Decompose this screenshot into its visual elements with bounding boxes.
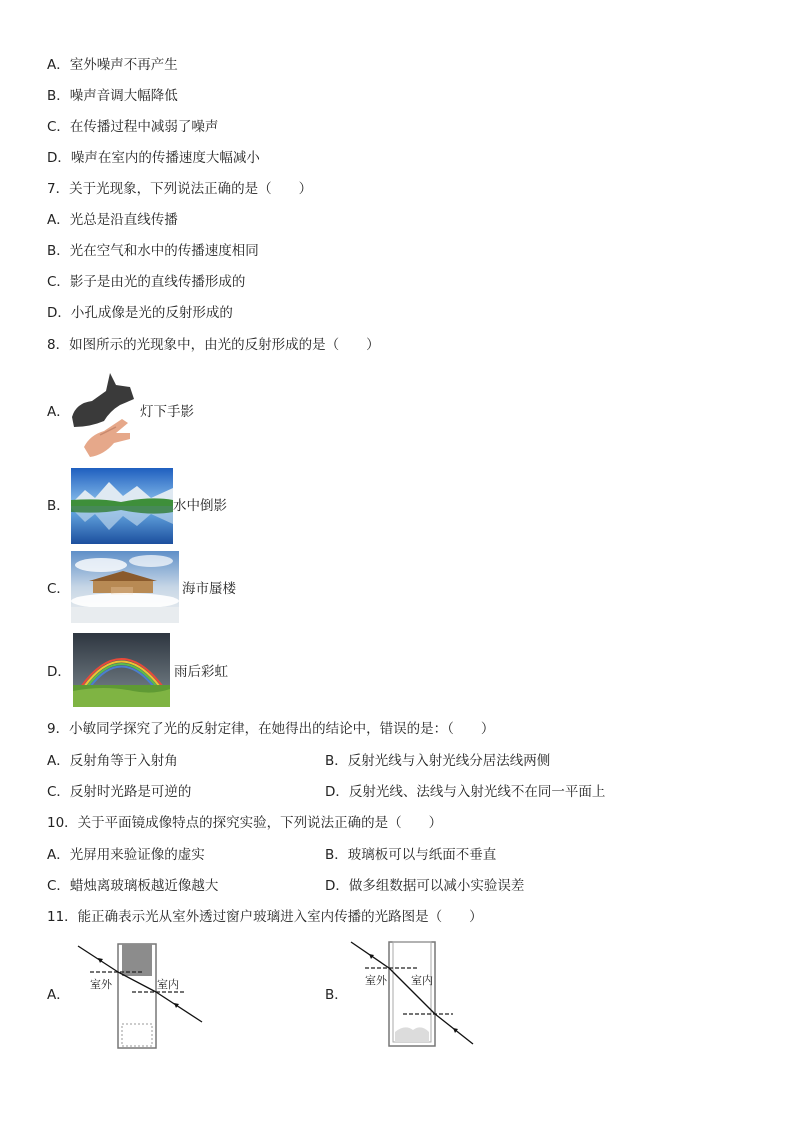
- q9-option-b: B．反射光线与入射光线分居法线两侧: [325, 753, 551, 769]
- q7-stem: 7．关于光现象，下列说法正确的是（ ）: [47, 181, 313, 197]
- q8-stem: 8．如图所示的光现象中，由光的反射形成的是（ ）: [47, 337, 380, 353]
- q6-option-a: A．室外噪声不再产生: [47, 57, 178, 73]
- q6-option-d: D．噪声在室内的传播速度大幅减小: [47, 150, 260, 166]
- q9-option-a: A．反射角等于入射角: [47, 753, 178, 769]
- q6-option-b: B．噪声音调大幅降低: [47, 88, 178, 104]
- q9-option-c: C．反射时光路是可逆的: [47, 784, 192, 800]
- q10-option-b: B．玻璃板可以与纸面不垂直: [325, 847, 497, 863]
- q11-a-outside-label: 室外: [90, 978, 112, 991]
- q11-b-inside-label: 室内: [411, 974, 433, 987]
- q7-option-b: B．光在空气和水中的传播速度相同: [47, 243, 259, 259]
- q7-option-d: D．小孔成像是光的反射形成的: [47, 305, 233, 321]
- q11-option-b-letter: B．: [325, 987, 348, 1003]
- q11-b-outside-label: 室外: [365, 974, 387, 987]
- mirage-photo: [71, 551, 179, 623]
- q10-stem: 10．关于平面镜成像特点的探究实验，下列说法正确的是（ ）: [47, 815, 443, 831]
- q9-option-d: D．反射光线、法线与入射光线不在同一平面上: [325, 784, 606, 800]
- q10-option-c: C．蜡烛离玻璃板越近像越大: [47, 878, 219, 894]
- hand-shadow-photo: [70, 365, 140, 460]
- rainbow-photo: [73, 633, 170, 707]
- q8-option-b-caption: 水中倒影: [173, 498, 227, 514]
- q11-stem: 11．能正确表示光从室外透过窗户玻璃进入室内传播的光路图是（ ）: [47, 909, 483, 925]
- q8-option-b-letter: B．: [47, 498, 70, 514]
- q7-option-c: C．影子是由光的直线传播形成的: [47, 274, 246, 290]
- light-path-diagram-a: [74, 940, 204, 1052]
- q10-option-a: A．光屏用来验证像的虚实: [47, 847, 205, 863]
- light-path-diagram-b: [345, 938, 477, 1052]
- q8-option-a-letter: A．: [47, 404, 70, 420]
- q8-option-d-letter: D．: [47, 664, 71, 680]
- lake-reflection-photo: [71, 468, 173, 544]
- q8-option-c-letter: C．: [47, 581, 70, 597]
- q9-stem: 9．小敏同学探究了光的反射定律，在她得出的结论中，错误的是：（ ）: [47, 721, 495, 737]
- q8-option-d-caption: 雨后彩虹: [174, 664, 228, 680]
- q8-option-a-caption: 灯下手影: [140, 404, 194, 420]
- q10-option-d: D．做多组数据可以减小实验误差: [325, 878, 525, 894]
- q7-option-a: A．光总是沿直线传播: [47, 212, 178, 228]
- q11-a-inside-label: 室内: [157, 978, 179, 991]
- q8-option-c-caption: 海市蜃楼: [182, 581, 236, 597]
- q6-option-c: C．在传播过程中减弱了噪声: [47, 119, 219, 135]
- q11-option-a-letter: A．: [47, 987, 70, 1003]
